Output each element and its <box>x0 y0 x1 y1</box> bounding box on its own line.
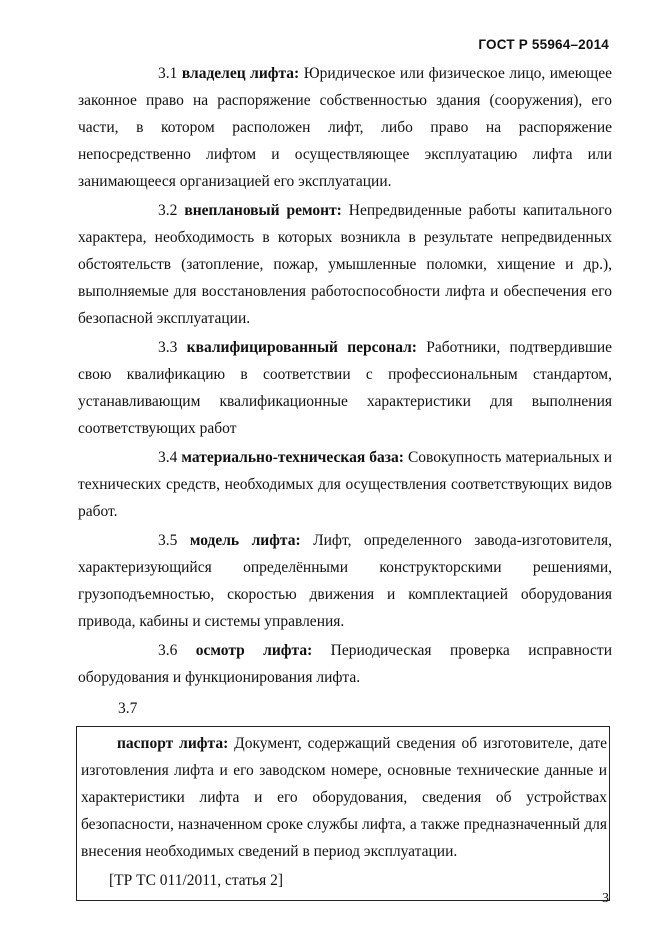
definition-3-3 <box>78 334 612 442</box>
definition-3-5 <box>78 527 612 635</box>
definition-3-2 <box>78 197 612 332</box>
definition-text: Совокупность материальных и технических средств, необходимых для осуществления соответствующих видов работ. <box>78 449 613 520</box>
definition-text: Непредвиденные работы капитального характера, необходимость в которых возникла в результате непредвиденных обстоятельств (затопление, пожар, умышленные поломки, хищение и др.), выполняемые для восстановления работоспособности лифта и обеспечения его безопасной эксплуатации. <box>78 202 612 327</box>
definition-3-6 <box>78 637 612 691</box>
clause-number: 3.6 <box>158 642 178 659</box>
definition-text: Лифт, определенного завода-изготовителя, характеризующийся определёнными конструкторскими решениями, грузоподъемностью, скоростью движения и комплектацией оборудования привода, кабины и системы управления. <box>78 532 613 630</box>
clause-number: 3.1 <box>158 65 178 82</box>
definition-text: Документ, содержащий сведения об изготовителе, дате изготовления лифта и его заводском номере, основные технические данные и характеристики лифта и его оборудования, сведения об устройствах безопасности, назначенном сроке службы лифта, а также предназначенный для внесения необходимых сведений в период эксплуатации. <box>81 735 607 860</box>
clause-3-7-number <box>78 695 612 722</box>
definition-3-7-box <box>76 726 610 901</box>
term: материально-техническая база: <box>181 449 404 466</box>
clause-number: 3.4 <box>158 449 178 466</box>
clause-number: 3.3 <box>158 339 178 356</box>
clause-number: 3.2 <box>158 202 178 219</box>
source-reference: [ТР ТС 011/2011, статья 2] <box>109 872 284 889</box>
definition-3-4 <box>78 444 612 525</box>
definition-text: Юридическое или физическое лицо, имеющее законное право на распоряжение собственностью здания (сооружения), его части, в котором расположен лифт, либо право на распоряжение непосредственно лифтом и осуществляющее эксплуатацию лифта или занимающееся организацией его эксплуатации. <box>78 65 613 190</box>
clause-number: 3.7 <box>118 700 138 717</box>
term: паспорт лифта: <box>117 735 229 752</box>
term: модель лифта: <box>189 532 301 549</box>
term: внеплановый ремонт: <box>184 202 342 219</box>
term: осмотр лифта: <box>195 642 313 659</box>
definitions-body <box>78 60 612 901</box>
term: владелец лифта: <box>181 65 300 82</box>
term: квалифицированный персонал: <box>186 339 417 356</box>
page-number: 3 <box>602 891 609 906</box>
standard-header: ГОСТ Р 55964–2014 <box>478 37 609 52</box>
clause-number: 3.5 <box>158 532 178 549</box>
definition-text: Периодическая проверка исправности оборудования и функционирования лифта. <box>78 642 612 686</box>
definition-text: Работники, подтвердившие свою квалификацию в соответствии с профессиональным стандартом, устанавливающим квалификационные характеристики для выполнения соответствующих работ <box>78 339 613 437</box>
definition-3-1 <box>78 60 612 195</box>
definition-3-7 <box>81 730 607 865</box>
